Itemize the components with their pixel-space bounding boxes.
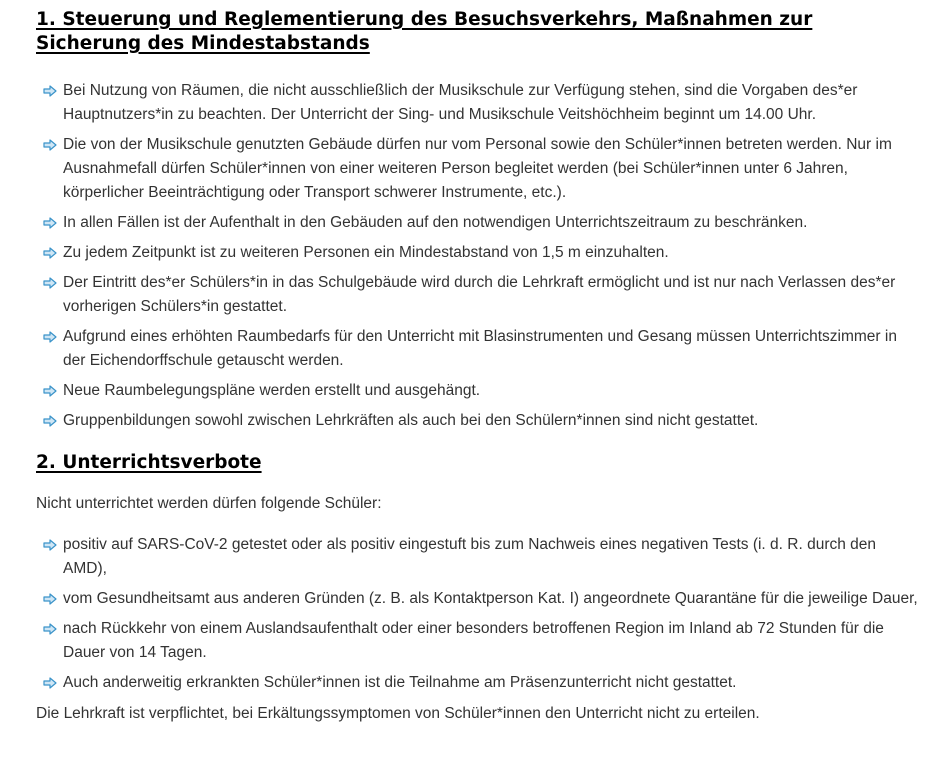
section-intro-text: Nicht unterrichtet werden dürfen folgende Schüler: [36, 495, 382, 512]
list-item-text: Bei Nutzung von Räumen, die nicht ausschließlich der Musikschule zur Verfügung stehen, sind die Vorgaben des*er Hauptnutzers*in zu beachten. Der Unterricht der Sing- und Musikschule Veitshöchheim beginnt um 14.00 Uhr. [63, 82, 858, 123]
list-item-text: nach Rückkehr von einem Auslandsaufenthalt oder einer besonders betroffenen Region im Inland ab 72 Stunden für die Dauer von 14 Tagen. [63, 620, 884, 661]
list-item [36, 587, 919, 611]
list-item [36, 409, 919, 433]
list-item-text: Zu jedem Zeitpunkt ist zu weiteren Personen ein Mindestabstand von 1,5 m einzuhalten. [63, 244, 669, 261]
arrow-right-icon [43, 539, 57, 551]
section-title-unterrichtsverbote: 2. Unterrichtsverbote [36, 452, 262, 473]
list-item-text: Der Eintritt des*er Schülers*in in das Schulgebäude wird durch die Lehrkraft ermöglicht und ist nur nach Verlassen des*er vorherigen Schülers*in gestattet. [63, 274, 896, 315]
list-item [36, 241, 919, 265]
list-item-text: Aufgrund eines erhöhten Raumbedarfs für den Unterricht mit Blasinstrumenten und Gesang müssen Unterrichtszimmer in der Eichendorffschule getauscht werden. [63, 328, 897, 369]
list-item-text: positiv auf SARS-CoV-2 getestet oder als positiv eingestuft bis zum Nachweis eines negativen Tests (i. d. R. durch den AMD), [63, 536, 877, 577]
list-item [36, 325, 919, 373]
arrow-right-icon [43, 331, 57, 343]
arrow-right-icon [43, 415, 57, 427]
list-item-text: Die von der Musikschule genutzten Gebäude dürfen nur vom Personal sowie den Schüler*innen betreten werden. Nur im Ausnahmefall dürfen Schüler*innen von einer weiteren Person begleitet werden (bei Schüler*innen unter 6 Jahren, körperlicher Beeinträchtigung oder Transport schwerer Instrumente, etc.). [63, 136, 892, 201]
list-item [36, 271, 919, 319]
list-item [36, 133, 919, 205]
rules-list-besuchsverkehr [36, 79, 919, 433]
list-item-text: Gruppenbildungen sowohl zwischen Lehrkräften als auch bei den Schülern*innen sind nicht gestattet. [63, 412, 759, 429]
arrow-right-icon [43, 385, 57, 397]
list-item [36, 211, 919, 235]
arrow-right-icon [43, 139, 57, 151]
list-item-text: In allen Fällen ist der Aufenthalt in den Gebäuden auf den notwendigen Unterrichtszeitraum zu beschränken. [63, 214, 808, 231]
section-title-besuchsverkehr: 1. Steuerung und Reglementierung des Besuchsverkehrs, Maßnahmen zur Sicherung des Mindestabstands [36, 9, 813, 54]
list-item [36, 617, 919, 665]
list-item-text: Neue Raumbelegungspläne werden erstellt und ausgehängt. [63, 382, 481, 399]
arrow-right-icon [43, 85, 57, 97]
arrow-right-icon [43, 217, 57, 229]
arrow-right-icon [43, 623, 57, 635]
arrow-right-icon [43, 247, 57, 259]
rules-list-unterrichtsverbote [36, 533, 919, 695]
arrow-right-icon [43, 593, 57, 605]
arrow-right-icon [43, 677, 57, 689]
list-item [36, 79, 919, 127]
list-item-text: Auch anderweitig erkrankten Schüler*innen ist die Teilnahme am Präsenzunterricht nicht gestattet. [63, 674, 737, 691]
list-item-text: vom Gesundheitsamt aus anderen Gründen (z. B. als Kontaktperson Kat. I) angeordnete Quarantäne für die jeweilige Dauer, [63, 590, 918, 607]
arrow-right-icon [43, 277, 57, 289]
closing-note: Die Lehrkraft ist verpflichtet, bei Erkältungssymptomen von Schüler*innen den Unterricht nicht zu erteilen. [36, 705, 760, 722]
list-item [36, 671, 919, 695]
list-item [36, 533, 919, 581]
list-item [36, 379, 919, 403]
